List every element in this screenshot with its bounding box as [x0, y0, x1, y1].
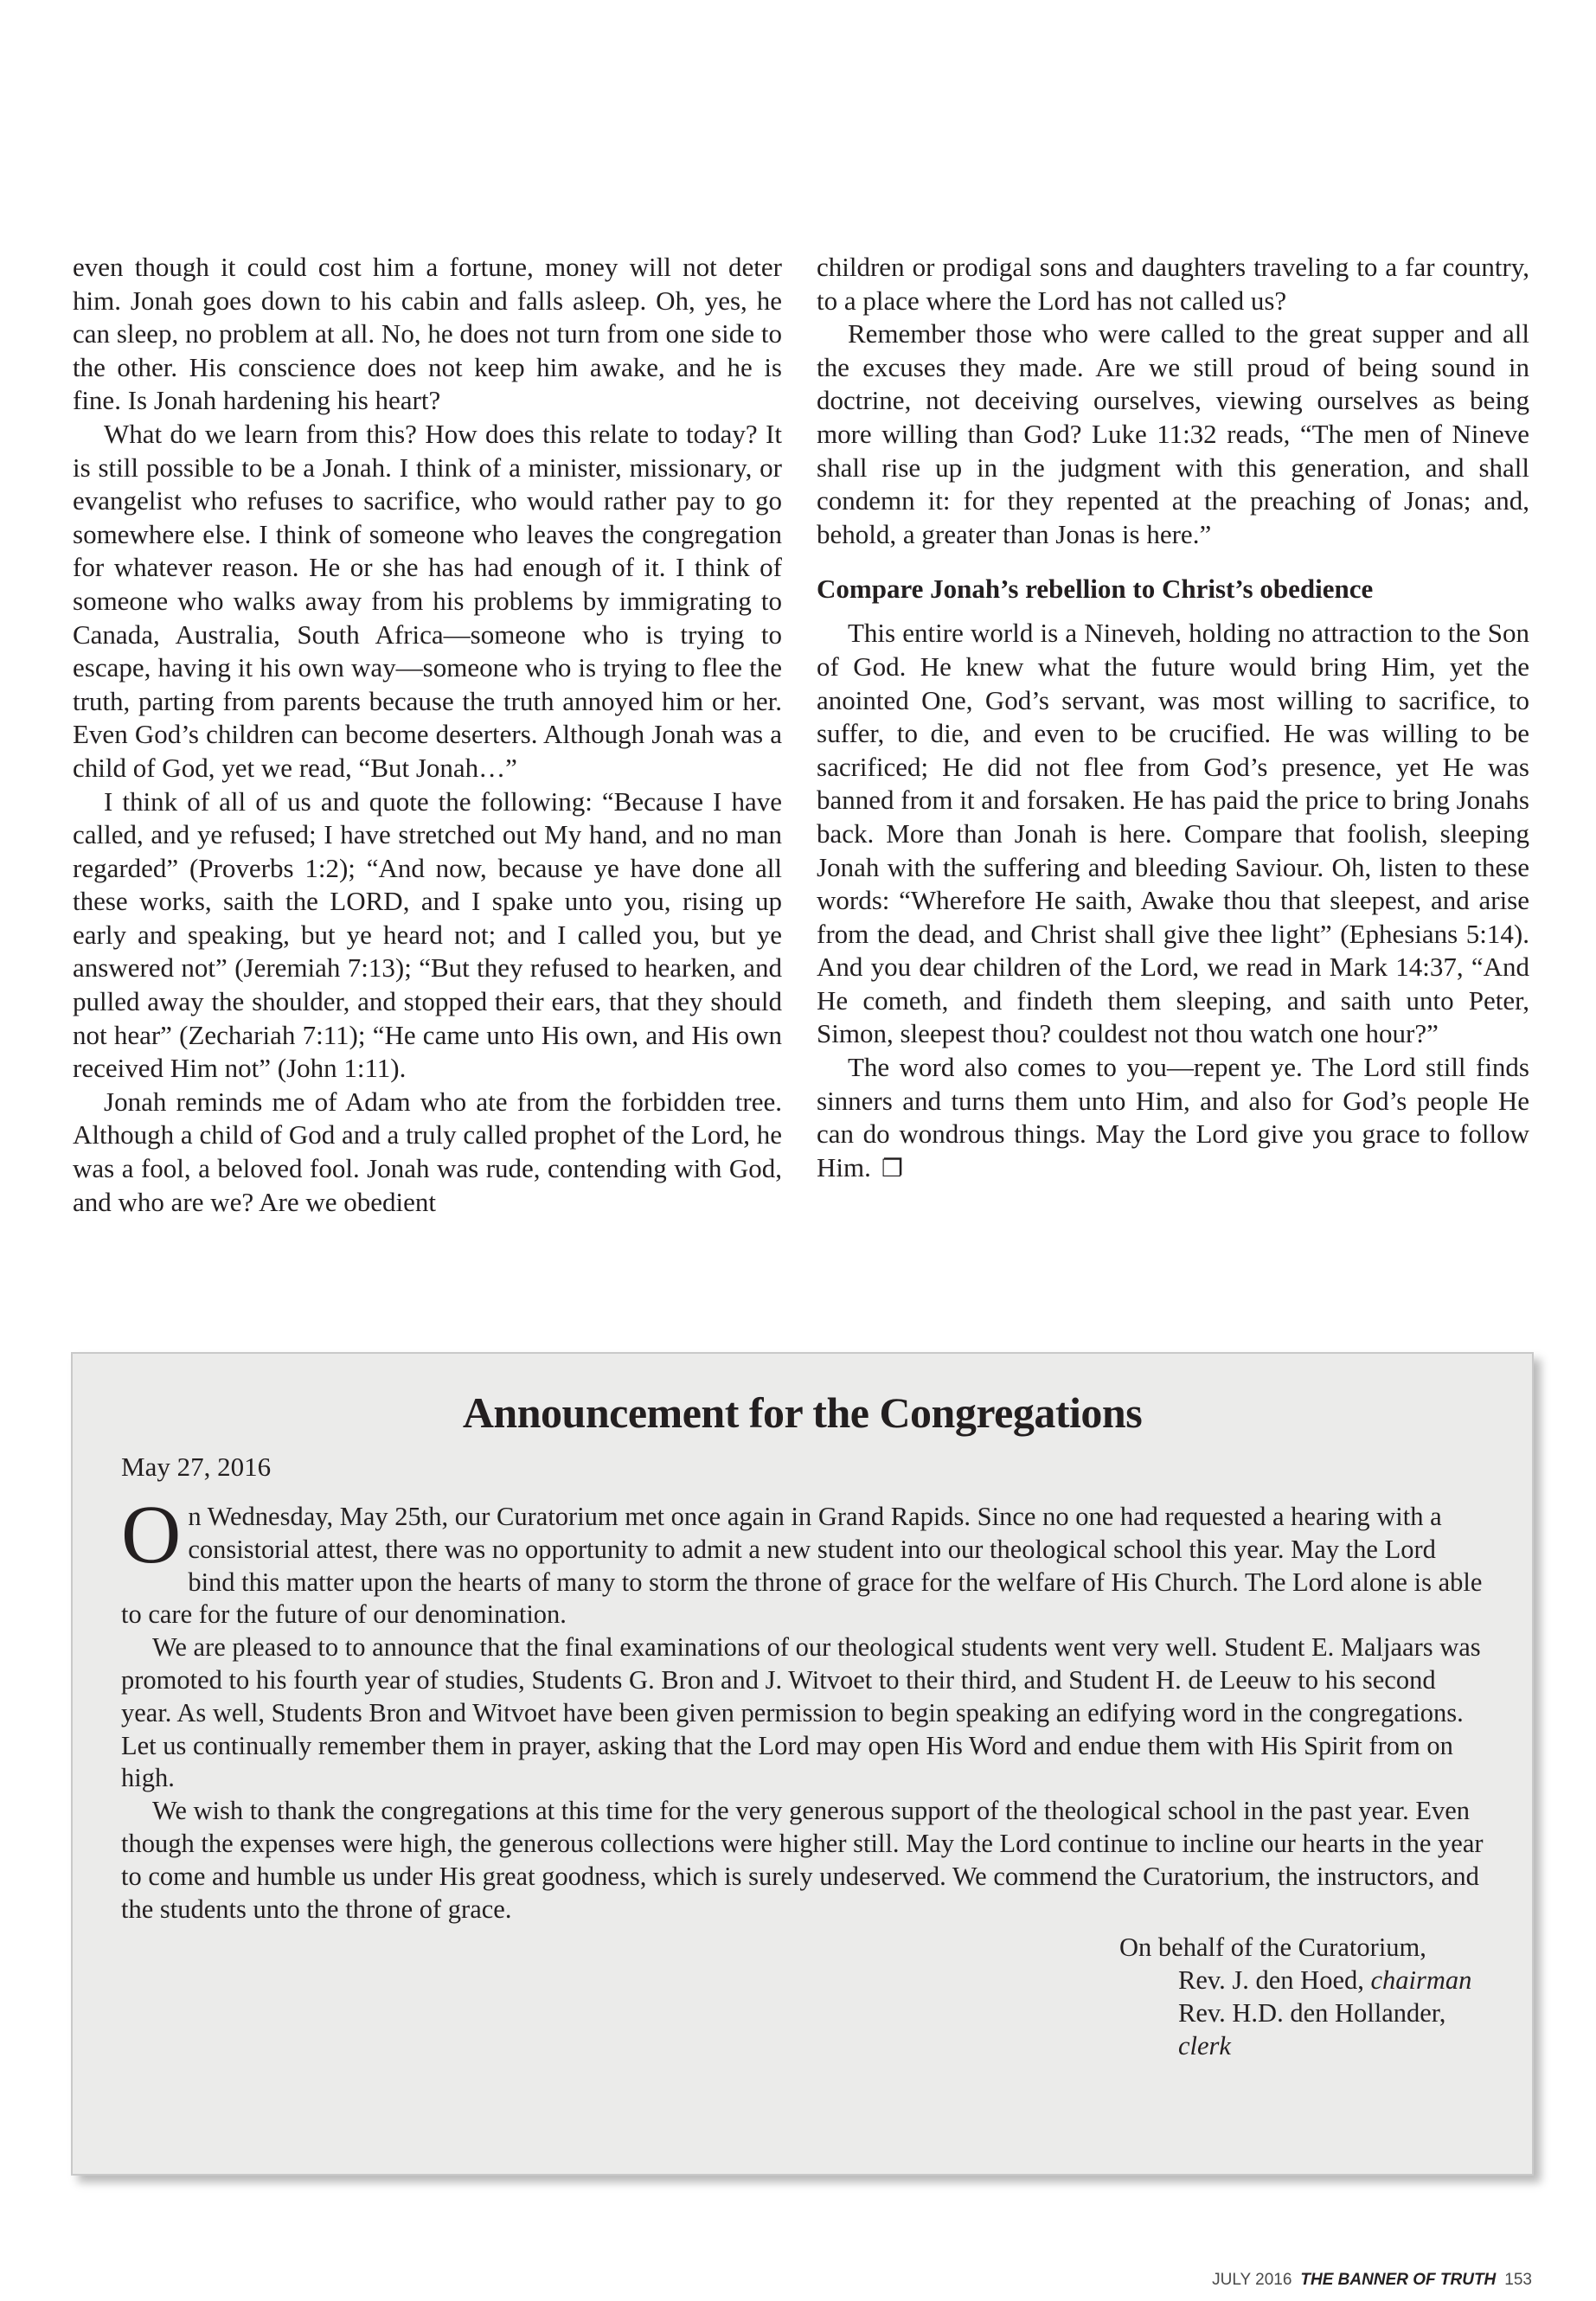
paragraph: Remember those who were called to the great supper and all the excuses they made. Are we still proud of being sound in doctrine, not deceiving ourselves, viewing ourselves as being more willing than God? Luke 11:32 reads, “The men of Nineve shall rise up in the judgment with this generation, and shall condemn it: for they repented at the preaching of Jonas; and, behold, a greater than Jonas is here.”: [817, 318, 1529, 549]
signer-role: clerk: [1178, 2031, 1231, 2061]
paragraph: What do we learn from this? How does this relate to today? It is still possible to be a Jonah. I think of a minister, missionary, or evangelist who refuses to sacrifice, who would rather pay to go somewhere else. I think of someone who leaves the congregation for whatever reason. He or she has had enough of it. I think of someone who walks away from his problems by immigrating to Canada, Australia, South Africa—someone who is trying to escape, having it his own way—someone who is trying to flee the truth, parting from parents because the truth annoyed him or her. Even God’s children can become deserters. Although Jonah was a child of God, yet we read, “But Jonah…”: [73, 418, 782, 783]
signer-clerk: [1178, 1997, 1484, 2062]
paragraph-text: n Wednesday, May 25th, our Curatorium met once again in Grand Rapids. Since no one had requested a hearing with a consistorial attest, there was no opportunity to admit a new student into our theological school this year. May the Lord bind this matter upon the hearts of many to storm the throne of grace for the welfare of His Church. The Lord alone is able to care for the future of our denomination.: [121, 1502, 1483, 1630]
announcement-box: [71, 1352, 1534, 2176]
paragraph: I think of all of us and quote the following: “Because I have called, and ye refused; I have stretched out My hand, and no man regarded” (Proverbs 1:2); “And now, because ye have done all these works, saith the LORD, and I spake unto you, rising up early and speaking, but ye heard not; and I called you, but ye answered not” (Jeremiah 7:13); “But they refused to hearken, and pulled away the shoulder, and stopped their ears, that they should not hear” (Zechariah 7:11); “He came unto His own, and His own received Him not” (John 1:11).: [73, 785, 782, 1084]
paragraph: This entire world is a Nineveh, holding no attraction to the Son of God. He knew what the future would bring Him, yet the anointed One, God’s servant, was most willing to sacrifice, to suffer, to die, and even to be crucified. He was willing to be sacrificed; He did not flee from God’s presence, yet He was banned from it and forsaken. He has paid the price to bring Jonahs back. More than Jonah is here. Compare that foolish, sleeping Jonah with the suffering and bleeding Saviour. Oh, listen to these words: “Wherefore He saith, Awake thou that sleepest, and arise from the dead, and Christ shall give thee light” (Ephesians 5:14). And you dear children of the Lord, we read in Mark 14:37, “And He cometh, and findeth them sleeping, and saith unto Peter, Simon, sleepest thou? couldest not thou watch one hour?”: [817, 618, 1529, 1049]
signoff: On behalf of the Curatorium,: [1119, 1932, 1426, 1963]
paragraph: [817, 1051, 1529, 1186]
paragraph: We wish to thank the congregations at this time for the very generous support of the theological school in the past year. Even though the expenses were high, the generous collections were higher still. May the Lord continue to incline our hearts in the year to come and humble us under His great goodness, which is surely undeserved. We commend the Curatorium, the instructors, and the students unto the throne of grace.: [121, 1796, 1484, 1924]
drop-cap: O: [121, 1488, 182, 1580]
section-heading: Compare Jonah’s rebellion to Christ’s obedience: [817, 574, 1374, 605]
paragraph: Jonah reminds me of Adam who ate from the forbidden tree. Although a child of God and a truly called prophet of the Lord, he was a fool, a beloved fool. Jonah was rude, contending with God, and who are we? Are we obedient: [73, 1086, 782, 1217]
end-of-article-icon: ❐: [881, 1155, 903, 1183]
paragraph: [121, 1488, 1484, 1631]
paragraph: children or prodigal sons and daughters traveling to a far country, to a place where the Lord has not called us?: [817, 252, 1529, 316]
signer-chairman: [1178, 1964, 1484, 1997]
footer-publication: THE BANNER OF TRUTH: [1300, 2271, 1497, 2289]
signer-role: chairman: [1370, 1965, 1472, 1996]
announcement-date: May 27, 2016: [121, 1452, 272, 1482]
article-column-left: [73, 251, 782, 1219]
paragraph: even though it could cost him a fortune, money will not deter him. Jonah goes down to his cabin and falls asleep. Oh, yes, he can sleep, no problem at all. No, he does not turn from one side to the other. His conscience does not keep him awake, and he is fine. Is Jonah hardening his heart?: [73, 252, 782, 416]
page-footer: [1212, 2271, 1532, 2290]
article-column-right: [817, 251, 1529, 1186]
paragraph: We are pleased to to announce that the final examinations of our theological students went very well. Student E. Maljaars was promoted to his fourth year of studies, Students G. Bron and J. Witvoet to their third, and Student H. de Leeuw to his second year. As well, Students Bron and Witvoet have been given permission to begin speaking an edifying word in the congregations. Let us continually remember them in prayer, asking that the Lord may open His Word and endue them with His Spirit from on high.: [121, 1632, 1481, 1793]
signer-name: Rev. J. den Hoed,: [1178, 1965, 1364, 1996]
announcement-title: Announcement for the Congregations: [462, 1388, 1143, 1437]
page-number: 153: [1504, 2271, 1532, 2289]
announcement-body: [121, 1488, 1484, 1926]
paragraph-text: The word also comes to you—repent ye. The Lord still finds sinners and turns them unto Him, and also for God’s people He can do wondrous things. May the Lord give you grace to follow Him.: [817, 1052, 1529, 1183]
footer-issue: JULY 2016: [1212, 2271, 1292, 2289]
signature-block: [121, 1931, 1484, 2062]
signer-name: Rev. H.D. den Hollander,: [1178, 1998, 1446, 2029]
